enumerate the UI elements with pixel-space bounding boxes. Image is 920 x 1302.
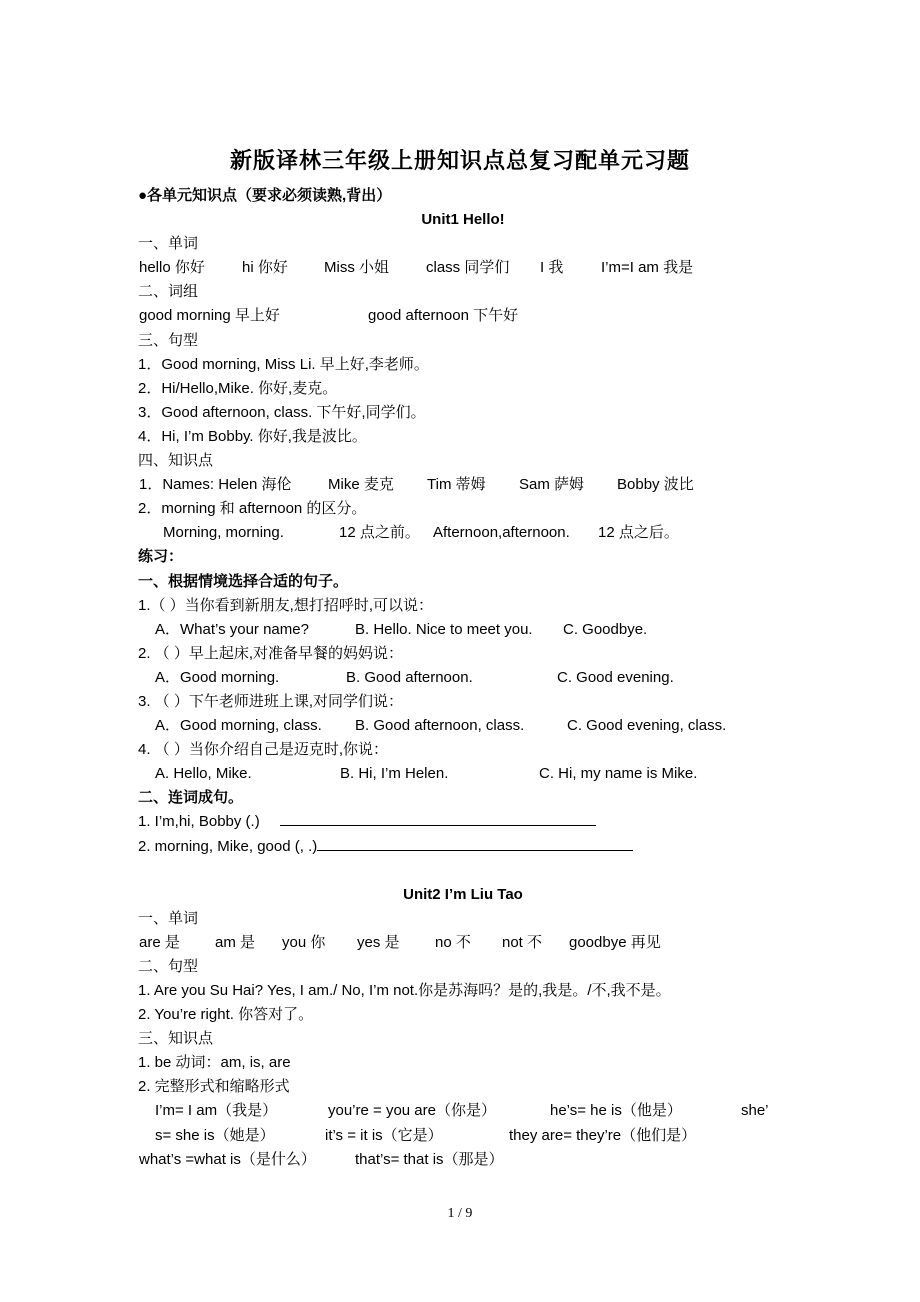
option: A. Hello, Mike. [155, 765, 252, 783]
name: Bobby 波比 [617, 476, 694, 494]
answer-blank[interactable] [280, 811, 596, 826]
question-options [138, 714, 788, 738]
question-options [138, 618, 788, 642]
word: goodbye 再见 [569, 933, 661, 951]
intro: ●各单元知识点（要求必须读熟,背出） [138, 187, 392, 204]
question: 2. （ ）早上起床,对准备早餐的妈妈说： [138, 644, 404, 662]
word: class 同学们 [426, 259, 510, 277]
question: 3. （ ）下午老师进班上课,对同学们说： [138, 692, 404, 710]
point-2: 2. 完整形式和缩略形式 [138, 1078, 290, 1096]
word: hi 你好 [242, 259, 288, 277]
unit1-heading: Unit1 Hello! [421, 211, 505, 229]
page-number: 1 / 9 [447, 1206, 473, 1221]
practice-heading: 练习： [138, 548, 184, 566]
word: hello 你好 [139, 259, 205, 277]
sentence: 1. Are you Su Hai? Yes, I am./ No, I’m not.你是苏海吗？是的,我是。/不,我不是。 [138, 982, 671, 999]
exercise2-item [138, 835, 788, 859]
name: Tim 蒂姆 [427, 476, 486, 494]
form: she’ [741, 1102, 769, 1120]
unit1-phrases [138, 304, 788, 328]
unit2-heading: Unit2 I’m Liu Tao [403, 885, 523, 903]
detail: 12 点之前。 [339, 524, 420, 542]
detail: Morning, morning. [163, 524, 284, 542]
sentence: 4．Hi, I’m Bobby. 你好,我是波比。 [138, 427, 367, 445]
question-options [138, 762, 788, 786]
option: B. Good afternoon. [346, 668, 473, 686]
form: that’s= that is（那是） [355, 1150, 504, 1168]
form: he’s= he is（他是） [550, 1102, 682, 1120]
name: Mike 麦克 [328, 476, 394, 494]
option: C. Hi, my name is Mike. [539, 765, 698, 783]
page-title: 新版译林三年级上册知识点总复习配单元习题 [229, 149, 690, 174]
phrase: good morning 早上好 [139, 307, 280, 325]
document-body [138, 184, 788, 1172]
exercise2-heading: 二、连词成句。 [138, 789, 244, 807]
name: Sam 萨姆 [519, 476, 585, 494]
unit1-words-heading: 一、单词 [138, 235, 199, 253]
form: you’re = you are（你是） [328, 1102, 496, 1120]
form: it’s = it is（它是） [325, 1126, 443, 1144]
option: A．What’s your name? [155, 620, 309, 638]
point-2-detail [138, 521, 788, 545]
question: 1.（ ）当你看到新朋友,想打招呼时,可以说： [138, 596, 434, 614]
question: 4. （ ）当你介绍自己是迈克时,你说： [138, 741, 389, 759]
unit2-sentences-heading: 二、句型 [138, 957, 199, 975]
sentence: 1．Good morning, Miss Li. 早上好,李老师。 [138, 355, 429, 373]
exercise2-item [138, 810, 788, 834]
unit1-phrases-heading: 二、词组 [138, 283, 199, 301]
option: A．Good morning, class. [155, 717, 322, 735]
sentence: 3．Good afternoon, class. 下午好,同学们。 [138, 403, 426, 421]
form: they are= they’re（他们是） [509, 1126, 697, 1144]
forms-row [138, 1099, 788, 1123]
sentence: 2．Hi/Hello,Mike. 你好,麦克。 [138, 379, 338, 397]
unit2-words [138, 931, 788, 955]
option: B. Good afternoon, class. [355, 717, 525, 735]
detail: Afternoon,afternoon. [433, 524, 570, 542]
word: Miss 小姐 [324, 259, 389, 277]
unit1-words [138, 256, 788, 280]
option: C. Good evening. [557, 668, 674, 686]
names-row [138, 473, 788, 497]
word: are 是 [139, 933, 180, 951]
word: I 我 [540, 259, 564, 277]
option: B. Hi, I’m Helen. [340, 765, 449, 783]
exercise2-prompt: 1. I’m,hi, Bobby (.) [138, 813, 260, 831]
form: I’m= I am（我是） [155, 1102, 278, 1120]
unit1-points-heading: 四、知识点 [138, 452, 214, 470]
exercise1-heading: 一、根据情境选择合适的句子。 [138, 572, 349, 590]
option: C. Goodbye. [563, 620, 648, 638]
word: no 不 [435, 933, 471, 951]
forms-row [138, 1124, 788, 1148]
answer-blank[interactable] [317, 836, 633, 851]
question-options [138, 666, 788, 690]
form: what’s =what is（是什么） [139, 1150, 316, 1168]
name: 1．Names: Helen 海伦 [139, 476, 292, 494]
word: not 不 [502, 933, 543, 951]
option: A．Good morning. [155, 668, 280, 686]
unit2-points-heading: 三、知识点 [138, 1030, 214, 1048]
word: am 是 [215, 933, 256, 951]
unit2-words-heading: 一、单词 [138, 909, 199, 927]
exercise2-prompt: 2. morning, Mike, good (, .) [138, 837, 318, 855]
phrase: good afternoon 下午好 [368, 307, 519, 325]
word: I’m=I am 我是 [601, 259, 694, 277]
unit1-sentences-heading: 三、句型 [138, 331, 199, 349]
word: you 你 [282, 933, 326, 951]
option: C. Good evening, class. [567, 717, 727, 735]
sentence: 2. You’re right. 你答对了。 [138, 1006, 314, 1024]
word: yes 是 [357, 933, 400, 951]
form: s= she is（她是） [155, 1126, 275, 1144]
point-1: 1. be 动词：am, is, are [138, 1054, 291, 1072]
option: B. Hello. Nice to meet you. [355, 620, 533, 638]
forms-row [138, 1148, 788, 1172]
detail: 12 点之后。 [598, 524, 679, 542]
point-2: 2．morning 和 afternoon 的区分。 [138, 500, 367, 518]
